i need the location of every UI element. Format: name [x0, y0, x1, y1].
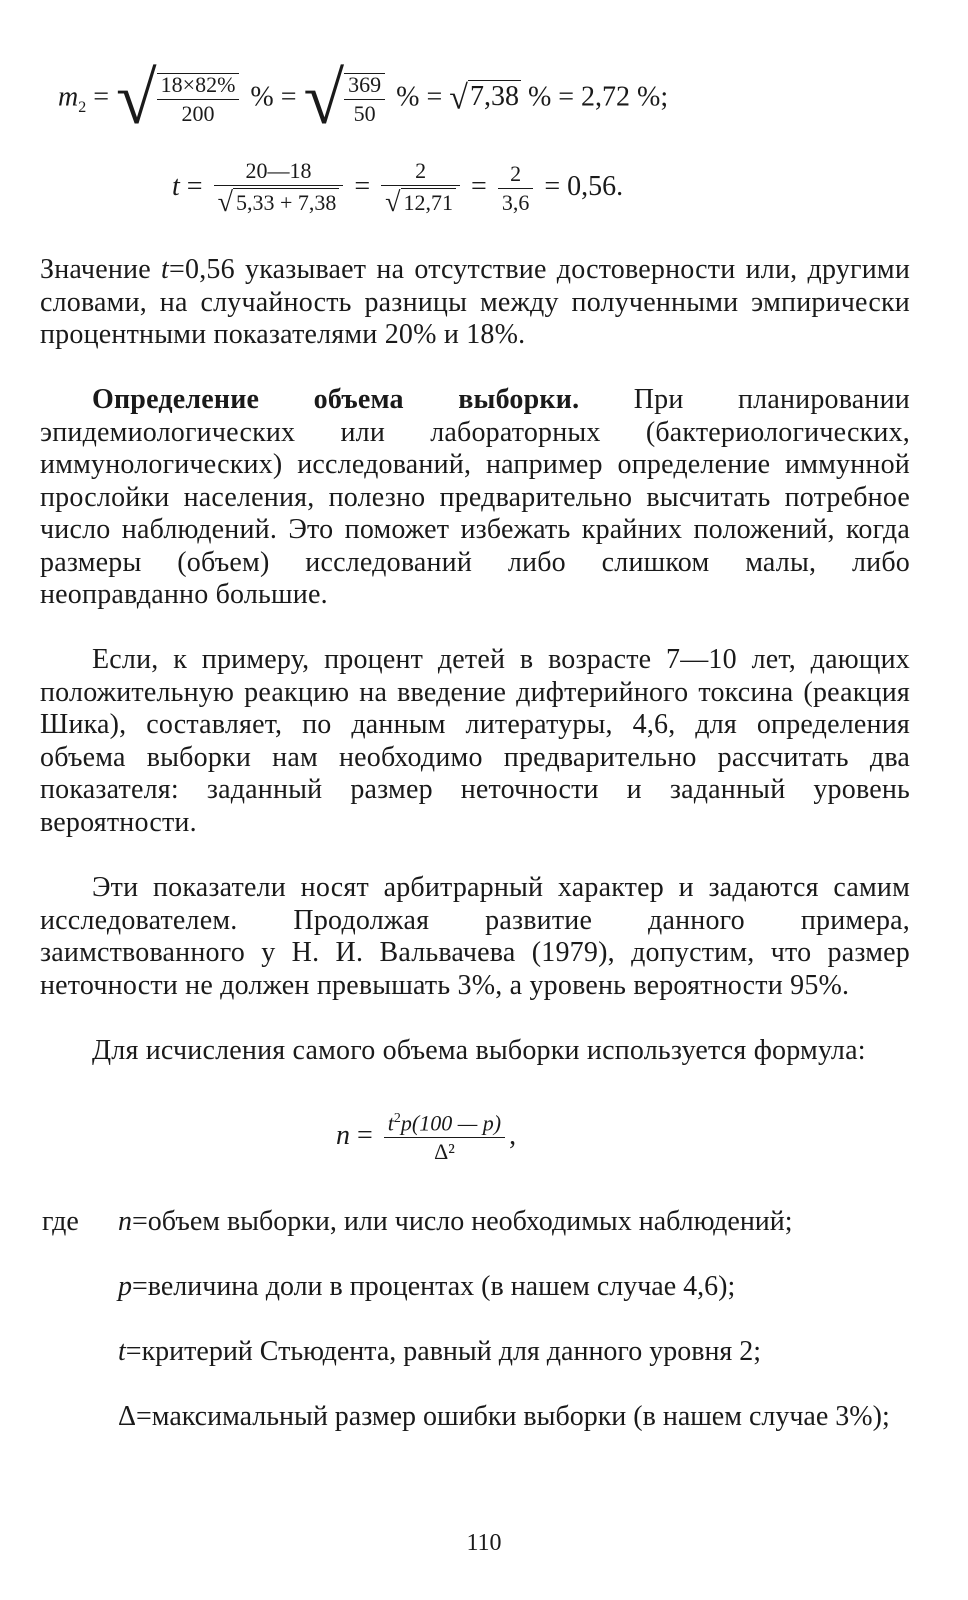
formula-n: [336, 1112, 516, 1163]
definition-where: где: [42, 1206, 79, 1237]
formula-m2-lhs: m: [58, 81, 79, 113]
t-fraction-2-denominator: √ 12,71: [381, 186, 460, 217]
paragraph-arbitrary: Эти показатели носят арбитрарный характер и задаются самим исследователем. Продолжая развитие данного примера, заимствованного у Н. И. Вальвачева (1979), допустим, что размер неточности не должен превышать 3%, а уровень вероятности 95%.: [40, 872, 910, 1001]
t-fraction-2-numerator: 2: [381, 160, 460, 186]
t-fraction-3: [498, 163, 534, 214]
n-numerator-t: t: [387, 1110, 394, 1136]
formula-t-eq-3: =: [471, 170, 487, 202]
formula-n-tail: ,: [509, 1120, 517, 1152]
fraction-1-denominator: 200: [181, 101, 215, 126]
t-fraction-2: [381, 160, 460, 217]
paragraph-sample-size: [40, 384, 910, 612]
formula-m2-sub: 2: [78, 99, 87, 117]
n-numerator-rest: p(100 — p): [400, 1110, 502, 1136]
radical-3: √7,38: [449, 80, 519, 117]
n-numerator-sup: 2: [393, 1111, 401, 1126]
fraction-1: [157, 73, 240, 125]
formula-m2-eq-2: =: [280, 81, 297, 113]
definition-symbol: n: [118, 1206, 132, 1237]
definition-symbol: t: [118, 1336, 126, 1367]
t-fraction-3-numerator: 2: [498, 163, 534, 189]
page-number: 110: [466, 1530, 502, 1556]
formula-t-eq-2: =: [354, 170, 371, 202]
definition-text: =величина доли в процентах (в нашем случае 4,6);: [132, 1271, 736, 1302]
formula-t-lhs: t: [172, 170, 180, 202]
paragraph-example: Если, к примеру, процент детей в возрасте 7—10 лет, дающих положительную реакцию на введение дифтерийного токсина (реакция Шика), составляет, по данным литературы, 4,6, для определения объема выборки нам необходимо предварительно рассчитать два показателя: заданный размер неточности и заданный уровень вероятности.: [40, 644, 910, 838]
t-fraction-1-radicand: 5,33 + 7,38: [233, 188, 339, 215]
paragraph-2-text: При планировании эпидемиологических или лабораторных (бактериологических, иммунологических) исследований, например определение иммунной прослойки населения, полезно предварительно высчитать потребное число наблюдений. Это поможет избежать крайних положений, когда размеры (объем) исследований либо слишком малы, либо неоправданно большие.: [40, 384, 910, 610]
section-heading: Определение объема выборки.: [92, 384, 580, 415]
formula-m2-eq-3: =: [426, 81, 443, 113]
formula-t: [172, 160, 623, 217]
radical-1: √ $\frac{18\times 82\%}{200}$: [116, 62, 243, 136]
fraction-2-denominator: 50: [353, 101, 376, 126]
formula-t-eq: =: [186, 170, 203, 202]
fraction-2-numerator: 369: [344, 73, 385, 100]
t-fraction-1-numerator: 20—18: [214, 160, 344, 186]
definition-item-p: [118, 1271, 910, 1304]
n-fraction-denominator: Δ²: [434, 1139, 455, 1165]
paragraph-formula-intro: Для исчисления самого объема выборки используется формула:: [92, 1035, 866, 1066]
definition-symbol: Δ: [118, 1401, 137, 1432]
t-fraction-3-denominator: 3,6: [501, 190, 530, 215]
formula-n-eq: =: [357, 1120, 373, 1152]
t-fraction-1: [214, 160, 344, 217]
definition-text: =объем выборки, или число необходимых наблюдений;: [132, 1206, 793, 1237]
formula-n-lhs: n: [336, 1120, 350, 1152]
radical-2: √ $\frac{369}{50}$: [304, 62, 390, 136]
definition-list: [0, 1206, 968, 1476]
t-fraction-2-radicand: 12,71: [401, 188, 457, 215]
n-fraction-numerator: [384, 1112, 505, 1138]
paragraph-1-symbol: t: [161, 254, 170, 285]
definition-symbol: p: [118, 1271, 132, 1302]
formula-m2-pct: %: [250, 81, 274, 113]
fraction-1-numerator: 18×82%: [157, 73, 240, 100]
paragraph-1-rest: =0,56 указывает на отсутствие достоверности или, другими словами, на случайность разницы между полученными эмпирически процентными показателями 20% и 18%.: [40, 254, 911, 350]
formula-t-result: = 0,56.: [544, 170, 624, 202]
definition-item-t: [118, 1336, 910, 1369]
formula-m2-pct-2: %: [396, 81, 420, 113]
t-fraction-1-denominator: √ 5,33 + 7,38: [214, 186, 344, 217]
fraction-2: [344, 73, 385, 125]
formula-m2-result: % = 2,72 %;: [527, 81, 669, 113]
definition-text: =критерий Стьюдента, равный для данного уровня 2;: [125, 1336, 762, 1367]
formula-m2: [58, 58, 669, 140]
n-fraction: [384, 1112, 505, 1163]
definition-item-n: [118, 1206, 910, 1239]
definition-item-delta: [118, 1401, 910, 1434]
radical-3-value: 7,38: [469, 81, 519, 113]
paragraph-t-interpretation: [40, 254, 910, 352]
definition-text: =максимальный размер ошибки выборки (в нашем случае 3%);: [136, 1401, 890, 1432]
formula-m2-eq: =: [93, 81, 110, 113]
paragraph-1-start: Значение: [40, 254, 162, 285]
